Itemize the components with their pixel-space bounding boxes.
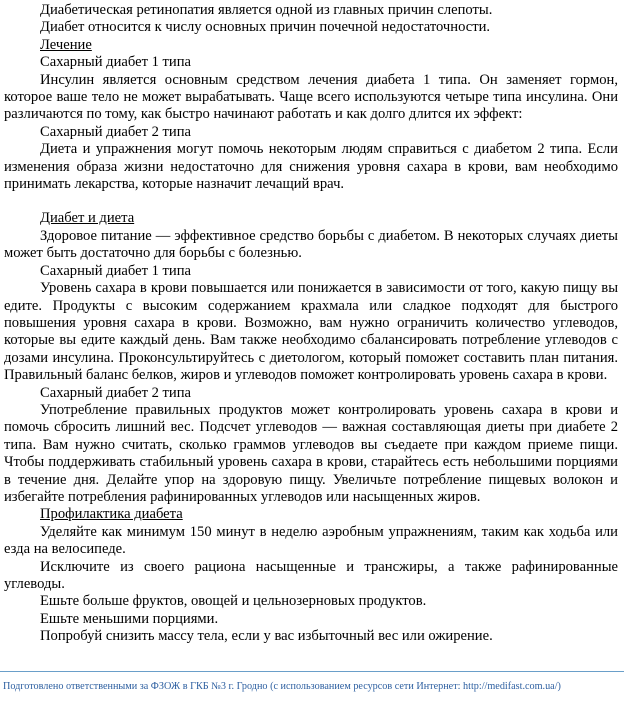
paragraph: Попробуй снизить массу тела, если у вас избыточный вес или ожирение. (40, 628, 493, 645)
paragraph: Употребление правильных продуктов может контролировать уровень сахара в крови и помочь сбросить лишний вес. Подсчет углеводов — важная составляющая диеты при диабете 2 типа. Вам нужно считать, сколько граммов углеводов вы съедаете при каждом приеме пищи. Чтобы поддерживать стабильный уровень сахара в крови, старайтесь есть небольшими порциями в течение дня. Делайте упор на здоровую пищу. Увеличьте потребление пищевых волокон и избегайте потребления рафинированных углеводов или насыщенных жиров. (4, 401, 618, 505)
footer-credit: Подготовлено ответственными за ФЗОЖ в ГКБ №3 г. Гродно (с использованием ресурсов сети Интернет: http://medifast.com.ua/) (3, 681, 561, 692)
subheading-type2: Сахарный диабет 2 типа (40, 123, 192, 140)
section-heading-treatment: Лечение (40, 36, 92, 53)
subheading-type2: Сахарный диабет 2 типа (40, 384, 192, 401)
blank-line (4, 193, 618, 210)
subheading-type1: Сахарный диабет 1 типа (40, 262, 192, 279)
paragraph: Исключите из своего рациона насыщенные и трансжиры, а также рафинированные углеводы. (4, 558, 618, 592)
paragraph: Уделяйте как минимум 150 минут в неделю аэробным упражнениям, таким как ходьба или езда на велосипеде. (4, 523, 618, 558)
subheading-type1: Сахарный диабет 1 типа (40, 54, 192, 71)
paragraph: Диабетическая ретинопатия является одной из главных причин слепоты. (40, 2, 493, 18)
section-heading-prevention: Профилактика диабета (40, 506, 183, 523)
paragraph: Ешьте больше фруктов, овощей и цельнозерновых продуктов. (40, 593, 427, 610)
paragraph: Диабет относится к числу основных причин почечной недостаточности. (40, 19, 491, 36)
document-body (4, 2, 618, 646)
section-heading-diet: Диабет и диета (40, 210, 135, 227)
footer-divider (0, 671, 624, 672)
paragraph: Здоровое питание — эффективное средство борьбы с диабетом. В некоторых случаях диеты может быть достаточно для борьбы с болезнью. (4, 227, 618, 262)
paragraph: Ешьте меньшими порциями. (40, 610, 219, 627)
paragraph: Диета и упражнения могут помочь некоторым людям справиться с диабетом 2 типа. Если изменения образа жизни недостаточно для снижения уровня сахара в крови, вам необходимо принимать лекарства, которые назначит лечащий врач. (4, 141, 618, 193)
paragraph: Уровень сахара в крови повышается или понижается в зависимости от того, какую пищу вы едите. Продукты с высоким содержанием крахмала или сладкое подходят для быстрого повышения уровня сахара в крови. Возможно, вам нужно ограничить количество углеводов, которые вы едите каждый день. Вам также необходимо сбалансировать потребление углеводов с дозами инсулина. Проконсультируйтесь с диетологом, который поможет составить план питания. Правильный баланс белков, жиров и углеводов поможет контролировать уровень сахара в крови. (4, 280, 618, 384)
paragraph: Инсулин является основным средством лечения диабета 1 типа. Он заменяет гормон, которое ваше тело не может вырабатывать. Чаще всего используются четыре типа инсулина. Они различаются по тому, как быстро начинают работать и как долго длится их эффект: (4, 71, 618, 123)
